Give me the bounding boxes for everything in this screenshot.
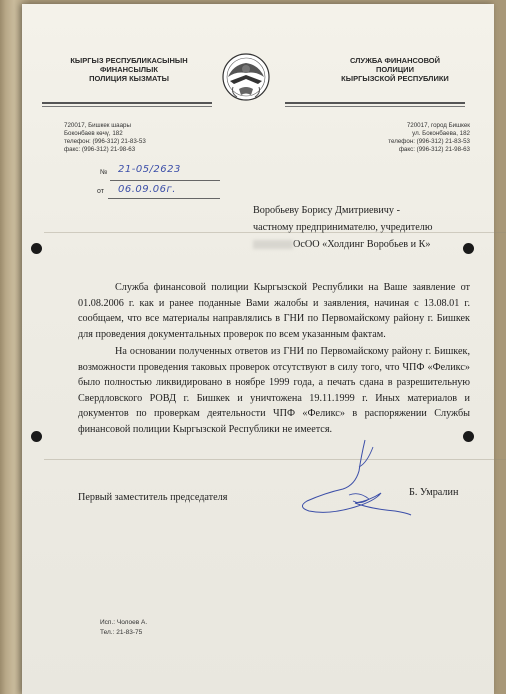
address-line: телефон: (996-312) 21-83-53 — [64, 138, 146, 145]
paper-crease — [44, 459, 506, 460]
body-paragraph-1: Служба финансовой полиции Кыргызской Республики на Ваше заявление от 01.08.2006 г. как и ранее поданные Вами жалобы и заявления, начиная с 13.08.01 г. сообщаем, что все материалы направлялись в ГНИ по Первомайскому району г. Бишкек для проведения документальных проверок по всем указанным фактам. — [78, 282, 470, 340]
letter-page — [22, 4, 494, 694]
header-right-org — [325, 56, 465, 83]
footer-executor: Исп.: Чолоев А. — [100, 619, 148, 626]
address-line: факс: (996-312) 21-98-63 — [64, 146, 136, 153]
header-right-line: СЛУЖБА ФИНАНСОВОЙ — [349, 56, 441, 65]
footer-phone: Тел.: 21-83-75 — [100, 629, 143, 636]
header-left-line: ФИНАНСЫЛЫК — [100, 65, 158, 74]
header-rule-left — [42, 102, 212, 104]
address-line: 720017, город Бишкек — [406, 122, 470, 129]
ref-date-underline — [108, 198, 220, 199]
state-emblem-icon — [221, 51, 271, 103]
signatory-title: Первый заместитель председателя — [78, 492, 228, 503]
header-right-line: КЫРГЫЗСКОЙ РЕСПУБЛИКИ — [341, 74, 449, 83]
addressee-line: Воробьеву Борису Дмитриевичу - — [253, 205, 400, 216]
addressee-line: частному предпринимателю, учредителю — [253, 222, 433, 233]
address-line: факс: (996-312) 21-98-63 — [398, 146, 470, 153]
header-left-line: КЫРГЫЗ РЕСПУБЛИКАСЫНЫН — [70, 56, 188, 65]
address-right — [352, 122, 470, 154]
addressee-block — [253, 202, 483, 253]
header-rule-right — [285, 102, 465, 104]
signatory-name: Б. Умралин — [409, 487, 459, 498]
handwritten-signature-icon — [295, 437, 415, 527]
redacted-text — [253, 240, 293, 249]
address-line: 720017, Бишкек шаары — [64, 122, 131, 129]
address-left — [64, 122, 146, 154]
address-line: Боконбаев көчү, 182 — [64, 130, 123, 137]
header-rule-right-thin — [285, 106, 465, 107]
ref-number-value: 21-05/2623 — [118, 164, 181, 175]
header-left-org — [59, 56, 199, 83]
footer-block — [100, 618, 147, 638]
address-line: телефон: (996-312) 21-83-53 — [388, 138, 470, 145]
address-line: ул. Боконбаева, 182 — [412, 130, 470, 137]
addressee-line — [253, 236, 483, 253]
addressee-company: ОсОО «Холдинг Воробьев и К» — [293, 239, 431, 250]
ref-number-underline — [110, 180, 220, 181]
punch-hole — [463, 243, 474, 254]
ref-date-value: 06.09.06г. — [118, 184, 176, 195]
punch-hole — [463, 431, 474, 442]
ref-date-label: от — [97, 188, 104, 195]
punch-hole — [31, 243, 42, 254]
header-left-line: ПОЛИЦИЯ КЫЗМАТЫ — [89, 74, 169, 83]
header-rule-left-thin — [42, 106, 212, 107]
header-right-line: ПОЛИЦИИ — [376, 65, 414, 74]
body-paragraph-2: На основании полученных ответов из ГНИ по Первомайскому району г. Бишкек, возможности проведения таковых проверок отсутствуют в силу того, что ЧПФ «Феликс» было полностью ликвидировано в ноябре 1999 года, а печать сдана в разрешительную Свердловского РОВД г. Бишкек и уничтожена 19.11.1999 г. Иных материалов и документов по проверкам деятельности ЧПФ «Феликс» в распоряжении Службы финансовой полиции Кыргызской Республики не имеется. — [78, 346, 470, 435]
ref-number-label: № — [100, 169, 108, 176]
punch-hole — [31, 431, 42, 442]
